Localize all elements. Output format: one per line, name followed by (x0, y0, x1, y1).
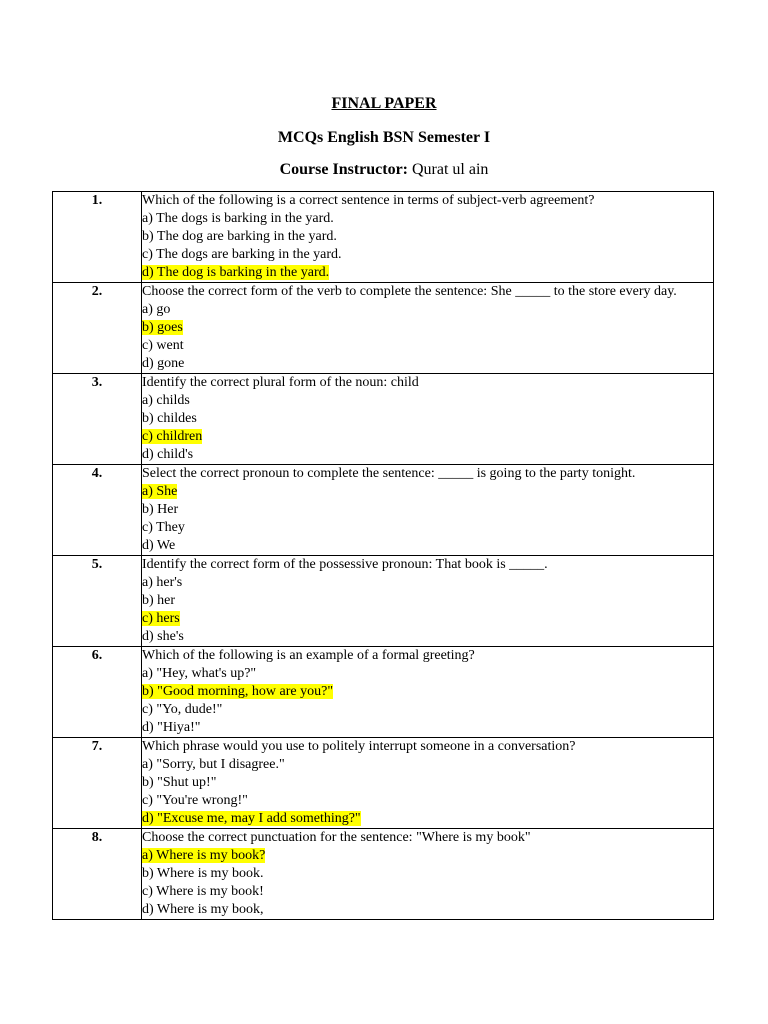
option-text: d) gone (142, 356, 185, 371)
question-cell (142, 283, 714, 374)
question-text: Choose the correct form of the verb to complete the sentence: She _____ to the store every day. (142, 284, 677, 299)
option-text: a) her's (142, 575, 183, 590)
option-text: c) The dogs are barking in the yard. (142, 247, 342, 262)
question-text: Which of the following is an example of a formal greeting? (142, 648, 475, 663)
paper-title: FINAL PAPER (331, 95, 437, 112)
answer-option (142, 519, 713, 537)
answer-option (142, 337, 713, 355)
answer-option-correct (142, 610, 713, 628)
answer-option (142, 446, 713, 464)
answer-option (142, 883, 713, 901)
answer-option-correct (142, 264, 713, 282)
answer-option (142, 628, 713, 646)
answer-option-correct (142, 847, 713, 865)
answer-option (142, 792, 713, 810)
question-cell (142, 192, 714, 283)
option-text: d) We (142, 538, 176, 553)
option-text: b) childes (142, 411, 197, 426)
option-text: c) "Yo, dude!" (142, 702, 223, 717)
answer-highlight: d) The dog is barking in the yard. (142, 265, 330, 280)
question-row (53, 829, 714, 920)
question-text: Which phrase would you use to politely interrupt someone in a conversation? (142, 739, 576, 754)
answer-option-correct (142, 428, 713, 446)
option-text: b) Where is my book. (142, 866, 264, 881)
answer-option (142, 501, 713, 519)
question-number: 3. (53, 374, 142, 465)
question-number: 7. (53, 738, 142, 829)
answer-option-correct (142, 683, 713, 701)
answer-highlight: d) "Excuse me, may I add something?" (142, 811, 361, 826)
question-row (53, 283, 714, 374)
question-number: 2. (53, 283, 142, 374)
answer-highlight: b) "Good morning, how are you?" (142, 684, 334, 699)
question-text: Choose the correct punctuation for the sentence: "Where is my book" (142, 830, 531, 845)
instructor-label: Course Instructor: (279, 161, 408, 178)
option-text: c) "You're wrong!" (142, 793, 248, 808)
answer-option (142, 537, 713, 555)
instructor-name: Qurat ul ain (408, 161, 489, 178)
question-number: 4. (53, 465, 142, 556)
question-row (53, 647, 714, 738)
question-cell (142, 829, 714, 920)
option-text: a) "Sorry, but I disagree." (142, 757, 285, 772)
answer-option-correct (142, 810, 713, 828)
question-row (53, 556, 714, 647)
answer-option-correct (142, 483, 713, 501)
option-text: d) she's (142, 629, 184, 644)
question-cell (142, 465, 714, 556)
question-text: Identify the correct plural form of the noun: child (142, 375, 419, 390)
option-text: d) Where is my book, (142, 902, 264, 917)
option-text: c) They (142, 520, 185, 535)
option-text: d) "Hiya!" (142, 720, 201, 735)
question-cell (142, 556, 714, 647)
answer-highlight: b) goes (142, 320, 183, 335)
answer-option (142, 756, 713, 774)
answer-highlight: a) Where is my book? (142, 848, 266, 863)
option-text: c) went (142, 338, 184, 353)
paper-subtitle: MCQs English BSN Semester I (277, 129, 491, 146)
question-text: Select the correct pronoun to complete the sentence: _____ is going to the party tonight. (142, 466, 636, 481)
option-text: b) her (142, 593, 176, 608)
course-instructor-line (0, 160, 768, 180)
option-text: a) go (142, 302, 171, 317)
question-row (53, 738, 714, 829)
question-cell (142, 647, 714, 738)
option-text: a) childs (142, 393, 190, 408)
option-text: a) "Hey, what's up?" (142, 666, 257, 681)
question-row (53, 374, 714, 465)
question-number: 8. (53, 829, 142, 920)
answer-highlight: c) children (142, 429, 203, 444)
answer-option (142, 246, 713, 264)
answer-option (142, 355, 713, 373)
question-number: 6. (53, 647, 142, 738)
answer-option (142, 719, 713, 737)
answer-option (142, 865, 713, 883)
question-number: 1. (53, 192, 142, 283)
answer-option (142, 228, 713, 246)
answer-option (142, 574, 713, 592)
option-text: b) Her (142, 502, 179, 517)
answer-option (142, 665, 713, 683)
option-text: a) The dogs is barking in the yard. (142, 211, 334, 226)
answer-option (142, 210, 713, 228)
answer-option (142, 392, 713, 410)
question-number: 5. (53, 556, 142, 647)
answer-option-correct (142, 319, 713, 337)
answer-option (142, 774, 713, 792)
answer-option (142, 410, 713, 428)
answer-highlight: c) hers (142, 611, 180, 626)
question-row (53, 465, 714, 556)
option-text: d) child's (142, 447, 194, 462)
mcq-table (52, 191, 714, 920)
answer-option (142, 901, 713, 919)
question-text: Which of the following is a correct sentence in terms of subject-verb agreement? (142, 193, 595, 208)
answer-option (142, 301, 713, 319)
answer-highlight: a) She (142, 484, 178, 499)
option-text: b) "Shut up!" (142, 775, 217, 790)
answer-option (142, 701, 713, 719)
option-text: c) Where is my book! (142, 884, 264, 899)
option-text: b) The dog are barking in the yard. (142, 229, 337, 244)
question-row (53, 192, 714, 283)
question-text: Identify the correct form of the possessive pronoun: That book is _____. (142, 557, 548, 572)
answer-option (142, 592, 713, 610)
question-cell (142, 374, 714, 465)
question-cell (142, 738, 714, 829)
